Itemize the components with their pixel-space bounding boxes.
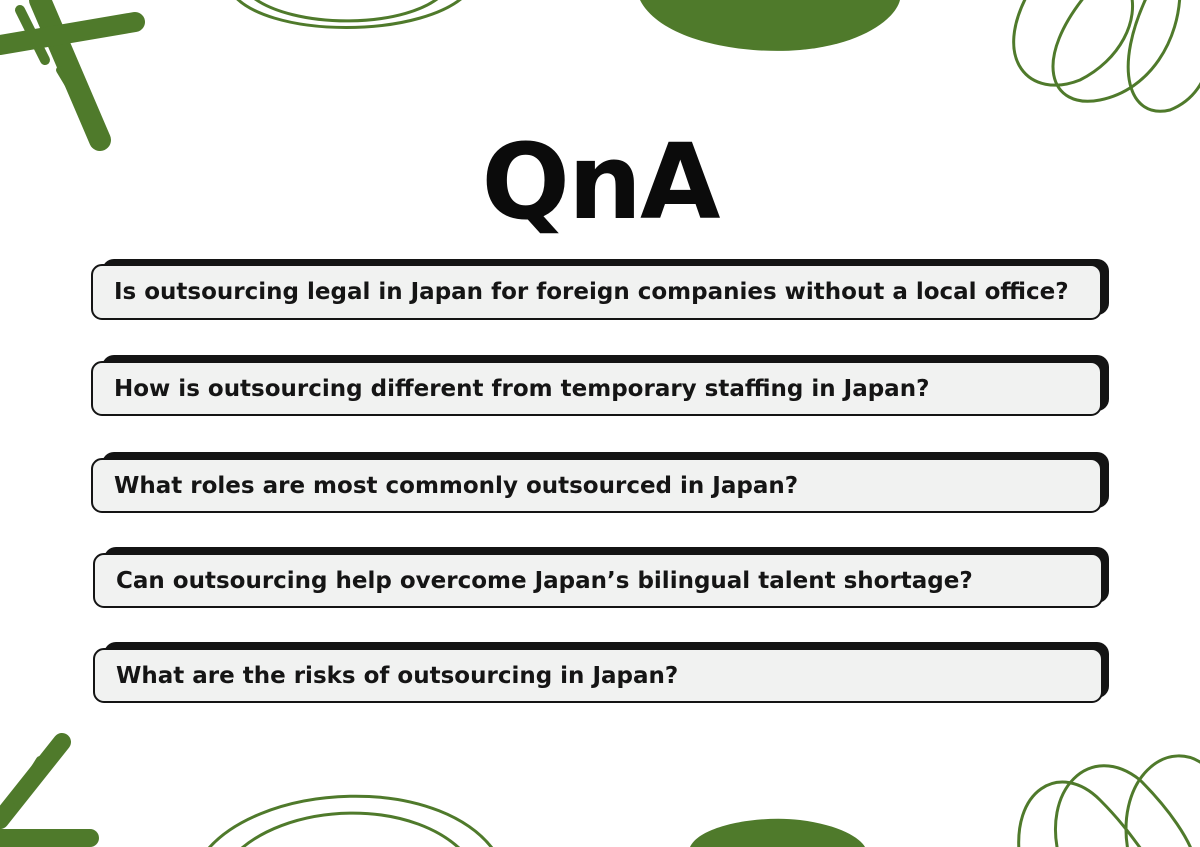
question-card-5[interactable]: What are the risks of outsourcing in Japan?: [93, 648, 1103, 703]
question-card-4[interactable]: Can outsourcing help overcome Japan’s bilingual talent shortage?: [93, 553, 1103, 608]
question-card-3[interactable]: What roles are most commonly outsourced in Japan?: [91, 458, 1102, 513]
question-card-1[interactable]: Is outsourcing legal in Japan for foreign companies without a local office?: [91, 264, 1102, 320]
question-card-2[interactable]: How is outsourcing different from temporary staffing in Japan?: [91, 361, 1102, 416]
page-title: QnA: [481, 121, 719, 243]
